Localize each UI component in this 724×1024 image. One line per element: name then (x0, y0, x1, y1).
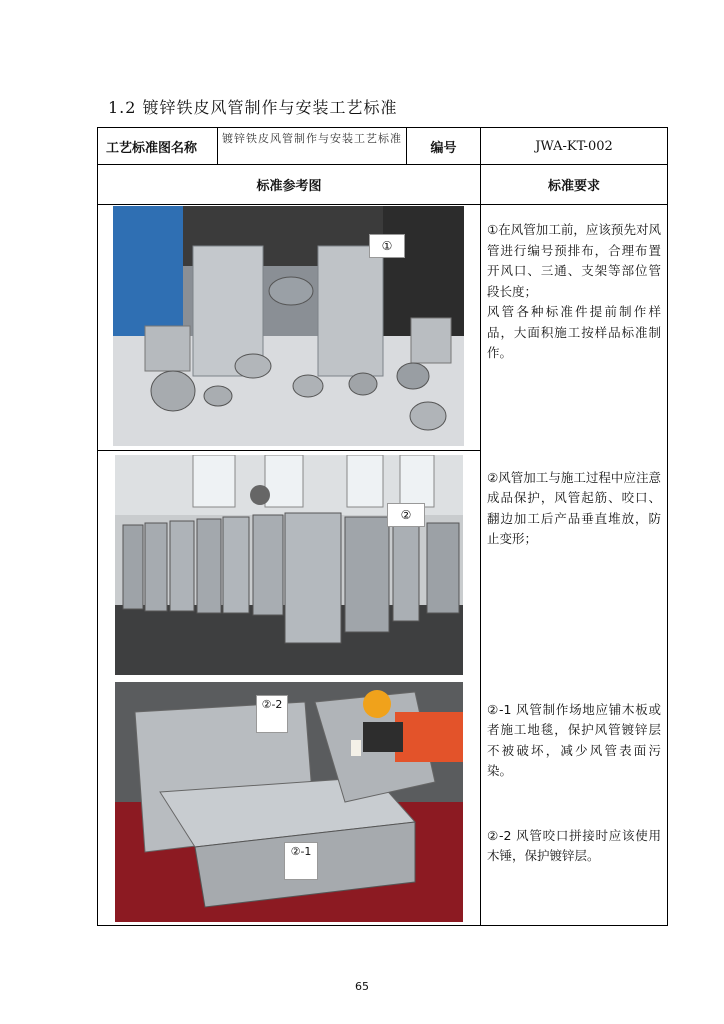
requirements-cell (481, 205, 668, 926)
name-label: 工艺标准图名称 (98, 128, 218, 165)
requirement-1b: 风管各种标准件提前制作样品，大面积施工按样品标准制作。 (487, 304, 661, 360)
req-column-title: 标准要求 (481, 165, 668, 205)
number-label: 编号 (407, 128, 481, 165)
requirement-3: ②-1 风管制作场地应铺木板或者施工地毯，保护风管镀锌层不被破坏，减少风管表面污染。 (487, 701, 661, 778)
section-heading: 1.2 镀锌铁皮风管制作与安装工艺标准 (108, 98, 398, 117)
number-value: JWA-KT-002 (481, 128, 668, 165)
photo-marker-2: ② (387, 503, 425, 527)
requirement-2: ②风管加工与施工过程中应注意成品保护，风管起筋、咬口、翻边加工后产品垂直堆放，防止变形； (487, 469, 661, 546)
ref-column-title: 标准参考图 (98, 165, 481, 205)
requirement-4: ②-2 风管咬口拼接时应该使用木锤，保护镀锌层。 (487, 827, 661, 863)
photo-marker-2-2: ②-2 (256, 695, 288, 733)
stacked-ducts-photo (115, 455, 463, 675)
duct-fittings-photo (113, 206, 464, 446)
photo-marker-1: ① (369, 234, 405, 258)
worker-duct-photo (115, 682, 463, 922)
name-value: 镀锌铁皮风管制作与安装工艺标准 (218, 128, 407, 165)
requirement-1: ①在风管加工前，应该预先对风管进行编号预排布，合理布置开风口、三通、支架等部位管段长度； (487, 222, 661, 299)
photo-marker-2-1: ②-1 (284, 842, 318, 880)
page-number: 65 (355, 980, 369, 993)
